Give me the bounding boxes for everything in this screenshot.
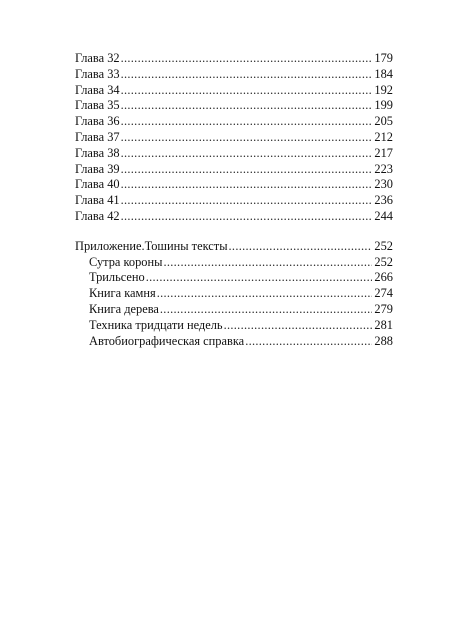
table-of-contents xyxy=(75,51,393,349)
dot-leader xyxy=(157,286,373,302)
toc-entry-label: Глава 32 xyxy=(75,51,120,65)
dot-leader xyxy=(121,130,373,146)
toc-page-number: 236 xyxy=(374,193,393,208)
toc-entry-label: Глава 41 xyxy=(75,193,120,208)
toc-entry-chapter-32[interactable] xyxy=(75,51,393,67)
dot-leader xyxy=(121,177,373,193)
dot-leader xyxy=(245,334,372,350)
toc-page-number: 179 xyxy=(374,51,393,65)
toc-entry-chapter-41[interactable] xyxy=(75,193,393,209)
toc-subentry-avtobiografiya[interactable] xyxy=(75,334,393,350)
toc-entry-chapter-37[interactable] xyxy=(75,130,393,146)
dot-leader xyxy=(121,98,373,114)
toc-subentry-kniga-dereva[interactable] xyxy=(75,302,393,318)
toc-page-number: 217 xyxy=(374,145,393,160)
toc-entry-label: Книга камня xyxy=(89,286,156,301)
toc-entry-chapter-42[interactable] xyxy=(75,209,393,225)
toc-entry-chapter-36[interactable] xyxy=(75,114,393,130)
toc-subentry-kniga-kamnya[interactable] xyxy=(75,286,393,302)
toc-entry-appendix[interactable] xyxy=(75,239,393,255)
section-spacer xyxy=(75,225,393,239)
dot-leader xyxy=(121,83,373,99)
dot-leader xyxy=(121,146,373,162)
toc-page-number: 223 xyxy=(374,161,393,176)
toc-entry-chapter-39[interactable] xyxy=(75,162,393,178)
toc-entry-label: Автобиографическая справка xyxy=(89,333,245,348)
toc-page-number: 230 xyxy=(374,177,393,192)
toc-entry-label: Глава 33 xyxy=(75,66,120,81)
toc-page-number: 252 xyxy=(374,254,393,269)
toc-subentry-tekhnika[interactable] xyxy=(75,318,393,334)
dot-leader xyxy=(121,162,373,178)
dot-leader xyxy=(121,67,373,83)
toc-page-number: 212 xyxy=(374,129,393,144)
toc-entry-label: Глава 37 xyxy=(75,129,120,144)
toc-page-number: 199 xyxy=(374,98,393,113)
toc-subentry-sutra-korony[interactable] xyxy=(75,255,393,271)
toc-page-number: 252 xyxy=(374,238,393,253)
dot-leader xyxy=(224,318,373,334)
toc-entry-chapter-35[interactable] xyxy=(75,98,393,114)
toc-page-number: 279 xyxy=(374,301,393,316)
toc-entry-label: Приложение.Тошины тексты xyxy=(75,238,228,253)
toc-entry-label: Глава 35 xyxy=(75,98,120,113)
toc-entry-label: Трильсено xyxy=(89,270,145,285)
toc-page-number: 184 xyxy=(374,66,393,81)
dot-leader xyxy=(229,239,373,255)
toc-entry-label: Глава 40 xyxy=(75,177,120,192)
dot-leader xyxy=(121,114,373,130)
toc-page-number: 281 xyxy=(374,317,393,332)
toc-page-number: 288 xyxy=(374,333,393,348)
toc-entry-label: Техника тридцати недель xyxy=(89,317,223,332)
toc-entry-label: Сутра короны xyxy=(89,254,163,269)
dot-leader xyxy=(146,270,373,286)
toc-entry-label: Глава 39 xyxy=(75,161,120,176)
toc-entry-chapter-33[interactable] xyxy=(75,67,393,83)
toc-page-number: 274 xyxy=(374,286,393,301)
dot-leader xyxy=(121,51,373,67)
dot-leader xyxy=(163,255,372,271)
toc-entry-label: Глава 34 xyxy=(75,82,120,97)
toc-entry-label: Книга дерева xyxy=(89,301,159,316)
toc-page-number: 244 xyxy=(374,208,393,223)
toc-entry-chapter-34[interactable] xyxy=(75,83,393,99)
toc-entry-label: Глава 42 xyxy=(75,208,120,223)
toc-page-number: 192 xyxy=(374,82,393,97)
toc-entry-chapter-40[interactable] xyxy=(75,177,393,193)
toc-entry-chapter-38[interactable] xyxy=(75,146,393,162)
dot-leader xyxy=(160,302,373,318)
dot-leader xyxy=(121,209,373,225)
toc-entry-label: Глава 38 xyxy=(75,145,120,160)
toc-entry-label: Глава 36 xyxy=(75,114,120,129)
toc-page-number: 205 xyxy=(374,114,393,129)
toc-page-number: 266 xyxy=(374,270,393,285)
dot-leader xyxy=(121,193,373,209)
toc-subentry-trilseno[interactable] xyxy=(75,270,393,286)
